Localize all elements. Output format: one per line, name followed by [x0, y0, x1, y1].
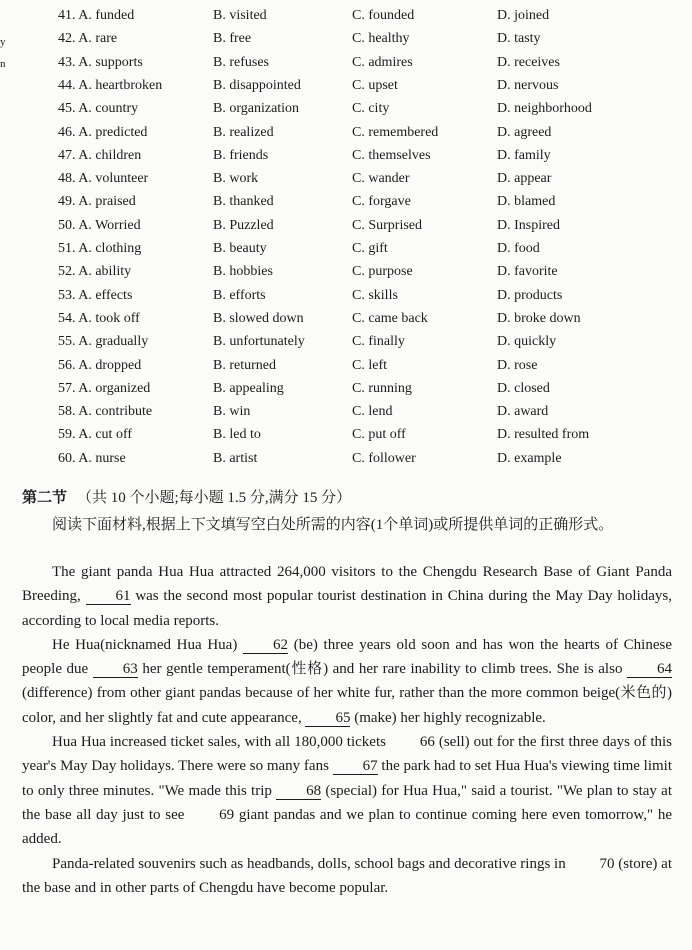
option-a: 48. A. volunteer [58, 171, 149, 187]
option-b: B. beauty [213, 241, 267, 256]
option-a: 42. A. rare [58, 31, 118, 47]
option-d: D. food [497, 241, 540, 256]
section-title: 第二节 [22, 490, 68, 506]
option-c: C. purpose [352, 264, 413, 280]
option-d: D. quickly [497, 334, 557, 350]
option-d: D. example [497, 450, 562, 466]
question-row [0, 171, 692, 194]
option-c: C. city [352, 101, 390, 117]
option-c: C. lend [352, 404, 393, 420]
option-b: B. hobbies [213, 264, 273, 280]
option-a: 46. A. predicted [58, 124, 148, 140]
option-b: B. organization [213, 101, 300, 117]
option-a: 45. A. country [58, 101, 139, 117]
option-b: B. realized [213, 124, 274, 140]
section-scoring: （共 10 个小题;每小题 1.5 分,满分 15 分） [77, 490, 352, 506]
reading-passage [22, 560, 672, 900]
question-row [0, 427, 692, 450]
option-d: D. closed [497, 380, 550, 396]
option-c: C. forgave [352, 194, 411, 210]
question-row [0, 101, 692, 124]
option-b: B. unfortunately [213, 334, 305, 350]
blank-62: 62 [243, 637, 288, 654]
option-a: 57. A. organized [58, 380, 151, 396]
question-row [0, 31, 692, 54]
option-d: D. award [497, 404, 549, 420]
option-a: 43. A. supports [58, 54, 143, 70]
question-row [0, 78, 692, 101]
option-a: 49. A. praised [58, 194, 136, 210]
section-instructions: 阅读下面材料,根据上下文填写空白处所需的内容(1个单词)或所提供单词的正确形式。 [52, 517, 614, 533]
option-a: 60. A. nurse [58, 450, 126, 466]
option-c: C. healthy [352, 31, 410, 47]
option-d: D. broke down [497, 310, 581, 326]
option-c: C. gift [352, 241, 388, 256]
option-a: 56. A. dropped [58, 357, 142, 373]
question-row [0, 451, 692, 474]
option-c: C. Surprised [352, 217, 422, 233]
option-c: C. remembered [352, 124, 439, 140]
option-b: B. win [213, 404, 251, 420]
option-d: D. blamed [497, 194, 556, 210]
blank-69: 69 [219, 806, 235, 823]
question-row [0, 358, 692, 381]
question-row [0, 404, 692, 427]
option-a: 51. A. clothing [58, 241, 142, 256]
option-b: B. free [213, 31, 252, 47]
option-a: 59. A. cut off [58, 427, 133, 443]
question-row [0, 264, 692, 287]
options-table [0, 8, 692, 488]
option-a: 47. A. children [58, 147, 142, 163]
option-b: B. returned [213, 357, 276, 373]
question-row [0, 218, 692, 241]
passage-paragraph: He Hua(nicknamed Hua Hua) 62 (be) three years old soon and has won the hearts of Chinese people due 63 her gentle temperament(性格) and her rare inability to climb trees. She is also 64 (difference) from other giant pandas because of her white fur, rather than the more common beige(米色的) color, and her slightly fat and cute appearance, 65 (make) her highly recognizable. [22, 636, 673, 726]
option-d: D. Inspired [497, 217, 560, 233]
option-c: C. follower [352, 450, 416, 466]
question-row [0, 55, 692, 78]
question-row [0, 288, 692, 311]
option-d: D. appear [497, 171, 552, 187]
option-b: B. disappointed [213, 77, 301, 93]
question-row [0, 381, 692, 404]
option-d: D. rose [497, 357, 538, 373]
option-d: D. neighborhood [497, 101, 592, 117]
option-d: D. products [497, 287, 563, 303]
option-b: B. refuses [213, 54, 269, 70]
blank-67: 67 [333, 758, 378, 775]
option-b: B. slowed down [213, 310, 304, 326]
option-b: B. led to [213, 427, 261, 443]
passage-paragraph: Hua Hua increased ticket sales, with all 180,000 tickets 66 (sell) out for the first three days of this year's May Day holidays. There were so many fans 67 the park had to set Hua Hua's viewing time limit to only three minutes. "We made this trip 68 (special) for Hua Hua," said a tourist. "We plan to stay at the base all day just to see 69 giant pandas and we plan to continue coming here even tomorrow," he added. [22, 730, 672, 851]
option-a: 53. A. effects [58, 287, 133, 303]
blank-65: 65 [305, 710, 350, 727]
question-row [0, 125, 692, 148]
blank-64: 64 [627, 661, 672, 678]
question-row [0, 8, 692, 31]
option-b: B. artist [213, 450, 258, 466]
question-row [0, 148, 692, 171]
question-row [0, 334, 692, 357]
section-heading [22, 486, 351, 507]
question-row [0, 241, 692, 264]
option-c: C. founded [352, 8, 415, 23]
blank-63: 63 [93, 661, 138, 678]
option-c: C. upset [352, 77, 398, 93]
option-b: B. work [213, 171, 259, 187]
option-d: D. tasty [497, 31, 541, 47]
option-c: C. running [352, 380, 412, 396]
option-b: B. thanked [213, 194, 274, 210]
blank-70: 70 [599, 855, 615, 872]
option-c: C. skills [352, 287, 398, 303]
option-c: C. admires [352, 54, 413, 70]
option-d: D. nervous [497, 77, 559, 93]
option-c: C. themselves [352, 147, 431, 163]
option-b: B. friends [213, 147, 269, 163]
margin-mark: y [0, 36, 6, 48]
option-c: C. put off [352, 427, 406, 443]
blank-61: 61 [86, 588, 131, 605]
option-c: C. left [352, 357, 387, 373]
passage-paragraph: The giant panda Hua Hua attracted 264,000 visitors to the Chengdu Research Base of Giant Panda Breeding, 61 was the second most popular tourist destination in China during the May Day holidays, according to local media reports. [22, 564, 673, 629]
option-d: D. joined [497, 8, 550, 23]
option-a: 50. A. Worried [58, 217, 141, 233]
option-b: B. visited [213, 8, 267, 23]
option-c: C. finally [352, 334, 405, 350]
option-a: 55. A. gradually [58, 334, 149, 350]
option-a: 58. A. contribute [58, 404, 153, 420]
option-b: B. Puzzled [213, 217, 274, 233]
option-b: B. appealing [213, 380, 284, 396]
option-d: D. family [497, 147, 551, 163]
blank-68: 68 [276, 783, 321, 800]
question-row [0, 194, 692, 217]
option-d: D. resulted from [497, 427, 590, 443]
option-a: 54. A. took off [58, 310, 140, 326]
option-d: D. agreed [497, 124, 552, 140]
option-d: D. receives [497, 54, 560, 70]
passage-paragraph: Panda-related souvenirs such as headbands, dolls, school bags and decorative rings in 70 (store) at the base and in other parts of Chengdu have become popular. [22, 852, 672, 901]
question-row [0, 311, 692, 334]
option-a: 41. A. funded [58, 8, 135, 23]
option-a: 44. A. heartbroken [58, 77, 163, 93]
margin-mark: n [0, 58, 6, 70]
option-c: C. came back [352, 310, 428, 326]
option-c: C. wander [352, 171, 410, 187]
option-b: B. efforts [213, 287, 266, 303]
option-d: D. favorite [497, 264, 558, 280]
option-a: 52. A. ability [58, 264, 132, 280]
blank-66: 66 [419, 734, 435, 751]
